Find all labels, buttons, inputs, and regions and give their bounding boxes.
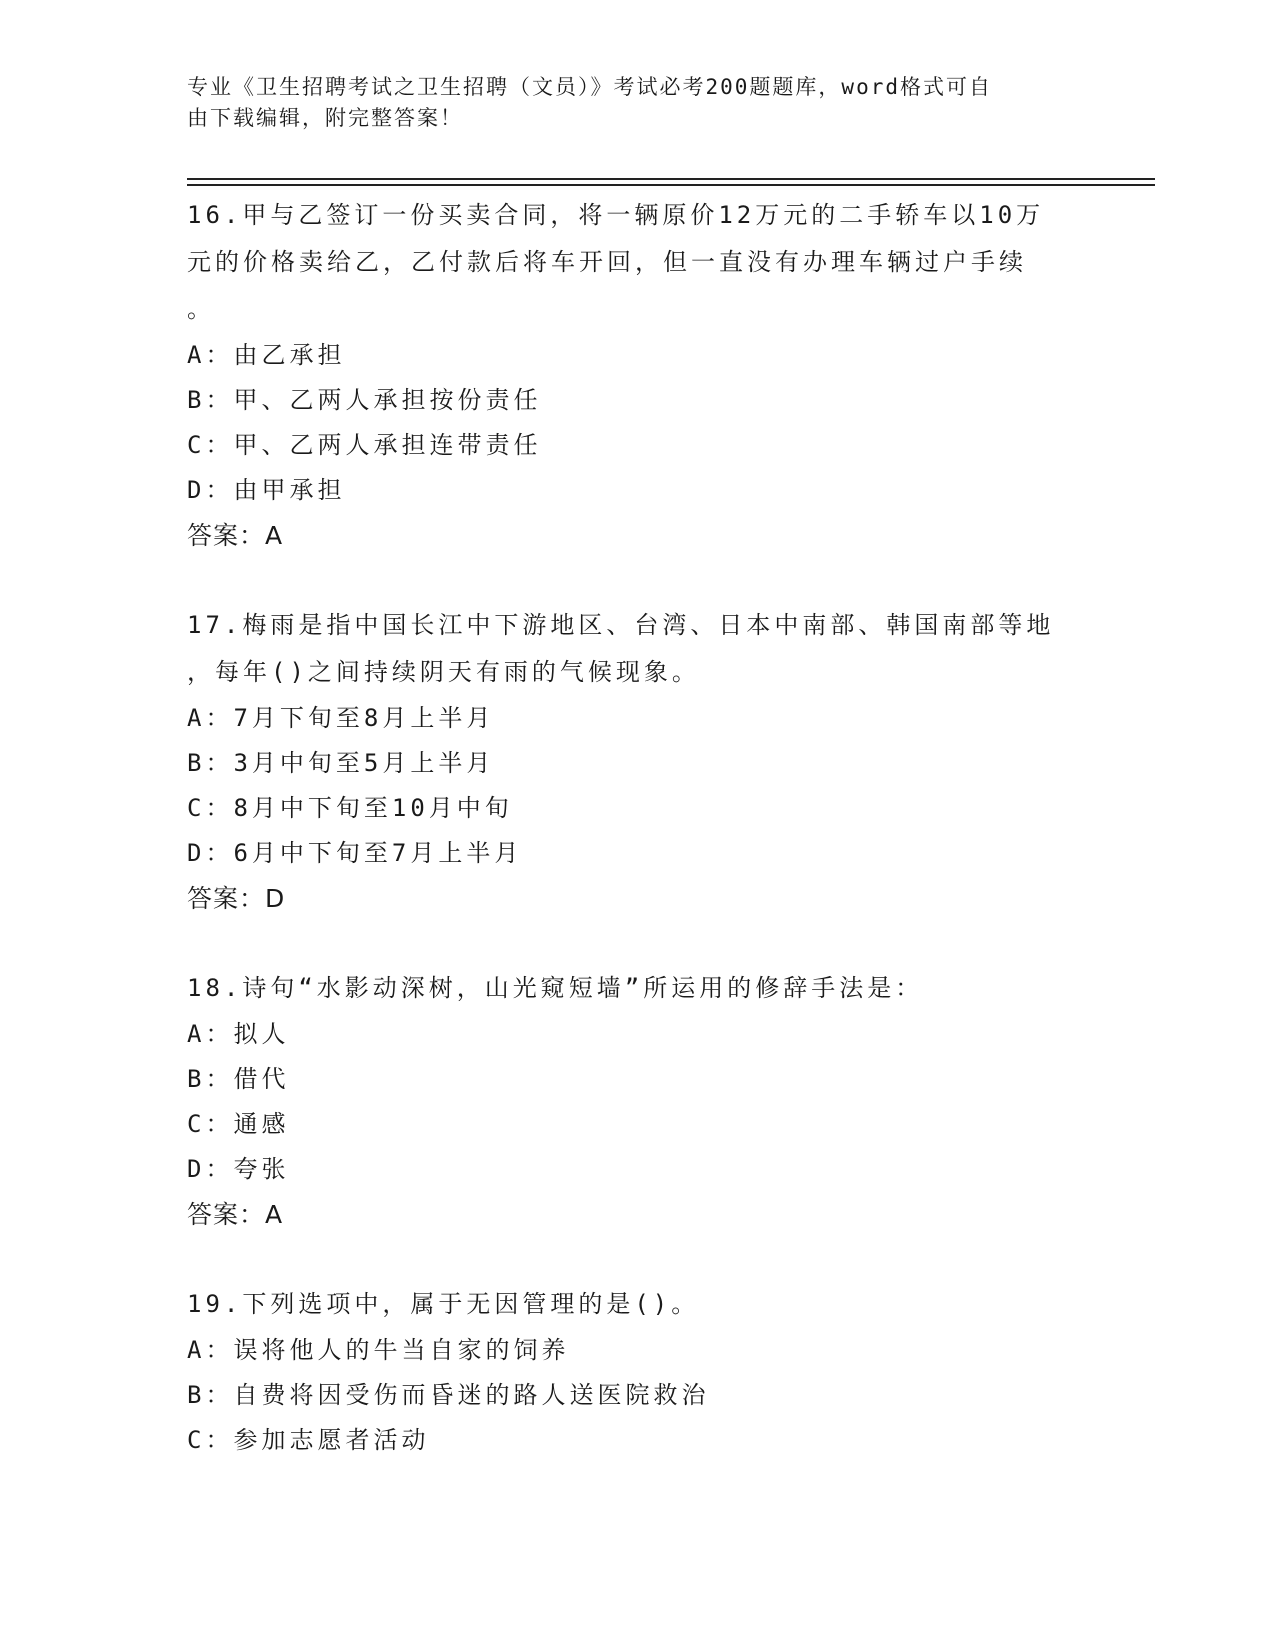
option-d: D：夸张 bbox=[187, 1155, 290, 1183]
question-16 bbox=[187, 192, 1087, 558]
question-line: 元的价格卖给乙，乙付款后将车开回，但一直没有办理车辆过户手续 bbox=[187, 248, 1027, 276]
answer: 答案：D bbox=[187, 884, 286, 913]
question-19 bbox=[187, 1281, 1087, 1463]
option-b: B：自费将因受伤而昏迷的路人送医院救治 bbox=[187, 1381, 710, 1409]
option-c: C：参加志愿者活动 bbox=[187, 1426, 430, 1454]
document-header bbox=[187, 72, 1087, 134]
answer: 答案：A bbox=[187, 1200, 284, 1229]
question-line: 17.梅雨是指中国长江中下游地区、台湾、日本中南部、韩国南部等地 bbox=[187, 611, 1055, 639]
question-text bbox=[187, 965, 1087, 1012]
question-line: 18.诗句“水影动深树，山光窥短墙”所运用的修辞手法是： bbox=[187, 974, 924, 1002]
question-text bbox=[187, 192, 1087, 333]
option-a: A：由乙承担 bbox=[187, 341, 346, 369]
question-line: 。 bbox=[187, 295, 215, 323]
option-d: D：6月中下旬至7月上半月 bbox=[187, 839, 523, 867]
question-text bbox=[187, 1281, 1087, 1328]
option-b: B：3月中旬至5月上半月 bbox=[187, 749, 495, 777]
option-a: A：7月下旬至8月上半月 bbox=[187, 704, 495, 732]
option-b: B：甲、乙两人承担按份责任 bbox=[187, 386, 542, 414]
option-c: C：甲、乙两人承担连带责任 bbox=[187, 431, 542, 459]
header-divider-bottom bbox=[187, 184, 1155, 186]
question-18 bbox=[187, 965, 1087, 1237]
header-divider-top bbox=[187, 178, 1155, 180]
option-c: C：通感 bbox=[187, 1110, 290, 1138]
option-a: A：拟人 bbox=[187, 1020, 290, 1048]
header-line-2: 由下载编辑，附完整答案！ bbox=[187, 106, 463, 130]
question-text bbox=[187, 602, 1087, 696]
option-d: D：由甲承担 bbox=[187, 476, 346, 504]
question-line: 19.下列选项中，属于无因管理的是()。 bbox=[187, 1290, 700, 1318]
header-line-1: 专业《卫生招聘考试之卫生招聘（文员）》考试必考200题题库，word格式可自 bbox=[187, 75, 992, 99]
question-list bbox=[187, 192, 1087, 1507]
question-line: 16.甲与乙签订一份买卖合同，将一辆原价12万元的二手轿车以10万 bbox=[187, 201, 1045, 229]
question-line: ，每年()之间持续阴天有雨的气候现象。 bbox=[187, 658, 700, 686]
option-c: C：8月中下旬至10月中旬 bbox=[187, 794, 513, 822]
question-17 bbox=[187, 602, 1087, 921]
option-b: B：借代 bbox=[187, 1065, 290, 1093]
option-a: A：误将他人的牛当自家的饲养 bbox=[187, 1336, 570, 1364]
answer: 答案：A bbox=[187, 521, 284, 550]
